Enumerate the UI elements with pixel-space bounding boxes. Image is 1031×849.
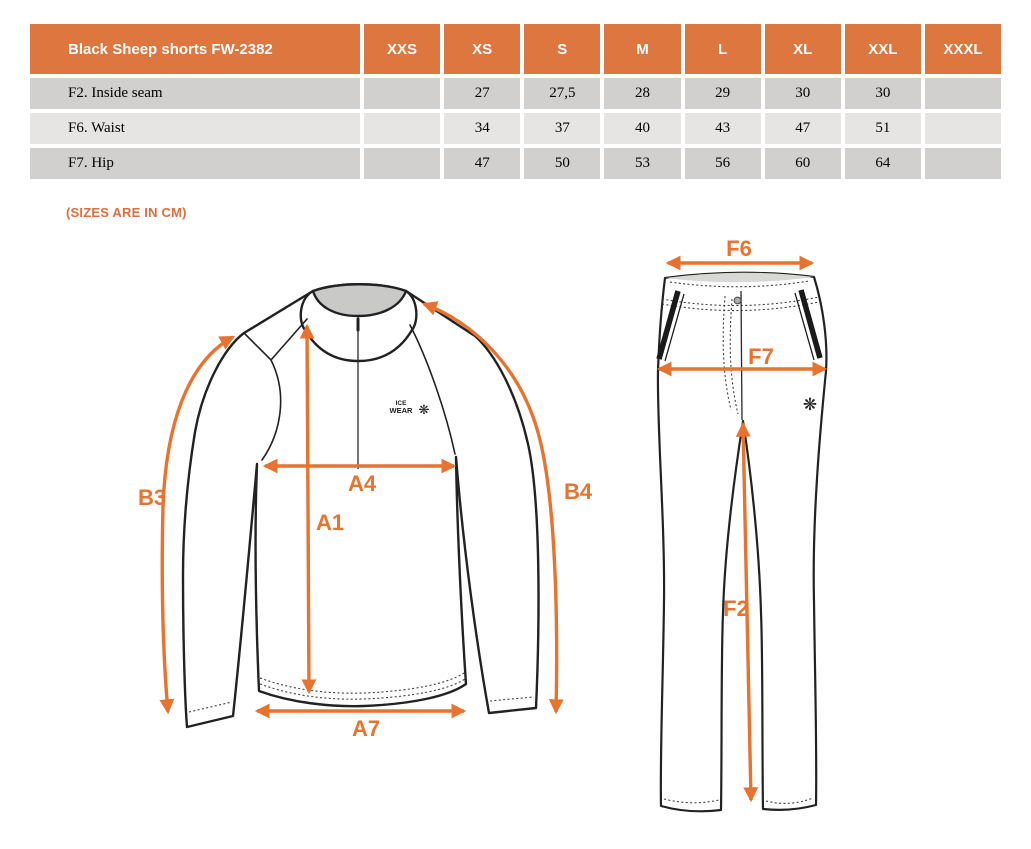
measurement-arrow-a1	[307, 326, 309, 692]
size-header-xxs: XXS	[364, 24, 440, 74]
cell-inside-seam-xl: 30	[765, 78, 841, 109]
size-header-l: L	[685, 24, 761, 74]
cell-hip-s: 50	[524, 148, 600, 179]
cell-inside-seam-l: 29	[685, 78, 761, 109]
pants-outline	[658, 273, 827, 812]
pants-button	[734, 297, 741, 304]
logo-text-wear: WEAR	[389, 406, 413, 415]
size-header-xl: XL	[765, 24, 841, 74]
size-header-xs: XS	[444, 24, 520, 74]
cell-waist-xxl: 51	[845, 113, 921, 144]
cell-hip-xxs	[364, 148, 440, 179]
cell-inside-seam-s: 27,5	[524, 78, 600, 109]
cell-inside-seam-xxl: 30	[845, 78, 921, 109]
measurement-label-f7: F7	[748, 344, 774, 369]
cell-inside-seam-xxxl	[925, 78, 1001, 109]
snowflake-icon: ❋	[418, 403, 430, 418]
cell-hip-m: 53	[604, 148, 680, 179]
measurement-label-a7: A7	[351, 716, 381, 741]
measurement-label-a4: A4	[347, 471, 377, 496]
row-label-hip: F7. Hip	[30, 148, 360, 179]
size-header-m: M	[604, 24, 680, 74]
logo-text-ice: ICE	[395, 400, 407, 407]
shirt-technical-drawing	[135, 250, 605, 780]
cell-hip-xxxl	[925, 148, 1001, 179]
cell-waist-xs: 34	[444, 113, 520, 144]
size-table	[30, 24, 1001, 179]
measurement-label-a1: A1	[315, 510, 345, 535]
snowflake-icon: ❋	[802, 395, 818, 415]
product-title-cell	[30, 24, 360, 74]
cell-inside-seam-xs: 27	[444, 78, 520, 109]
cell-inside-seam-xxs	[364, 78, 440, 109]
size-header-xxxl: XXXL	[925, 24, 1001, 74]
cell-inside-seam-m: 28	[604, 78, 680, 109]
measurement-label-b3: B3	[137, 485, 167, 510]
size-header-xxl: XXL	[845, 24, 921, 74]
measurement-label-f6: F6	[726, 240, 752, 261]
cell-hip-xs: 47	[444, 148, 520, 179]
cell-waist-xl: 47	[765, 113, 841, 144]
row-label-waist: F6. Waist	[30, 113, 360, 144]
row-label-inside-seam: F2. Inside seam	[30, 78, 360, 109]
cell-waist-xxs	[364, 113, 440, 144]
cell-hip-xl: 60	[765, 148, 841, 179]
cell-waist-m: 40	[604, 113, 680, 144]
product-title: Black Sheep shorts FW-2382	[68, 40, 273, 58]
size-header-s: S	[524, 24, 600, 74]
measurement-label-f2: F2	[723, 596, 749, 621]
cell-waist-xxxl	[925, 113, 1001, 144]
cell-hip-l: 56	[685, 148, 761, 179]
cell-waist-l: 43	[685, 113, 761, 144]
cell-waist-s: 37	[524, 113, 600, 144]
cell-hip-xxl: 64	[845, 148, 921, 179]
pants-technical-drawing	[645, 240, 880, 849]
sizes-unit-note: (SIZES ARE IN CM)	[66, 205, 187, 220]
measurement-label-b4: B4	[563, 479, 593, 504]
